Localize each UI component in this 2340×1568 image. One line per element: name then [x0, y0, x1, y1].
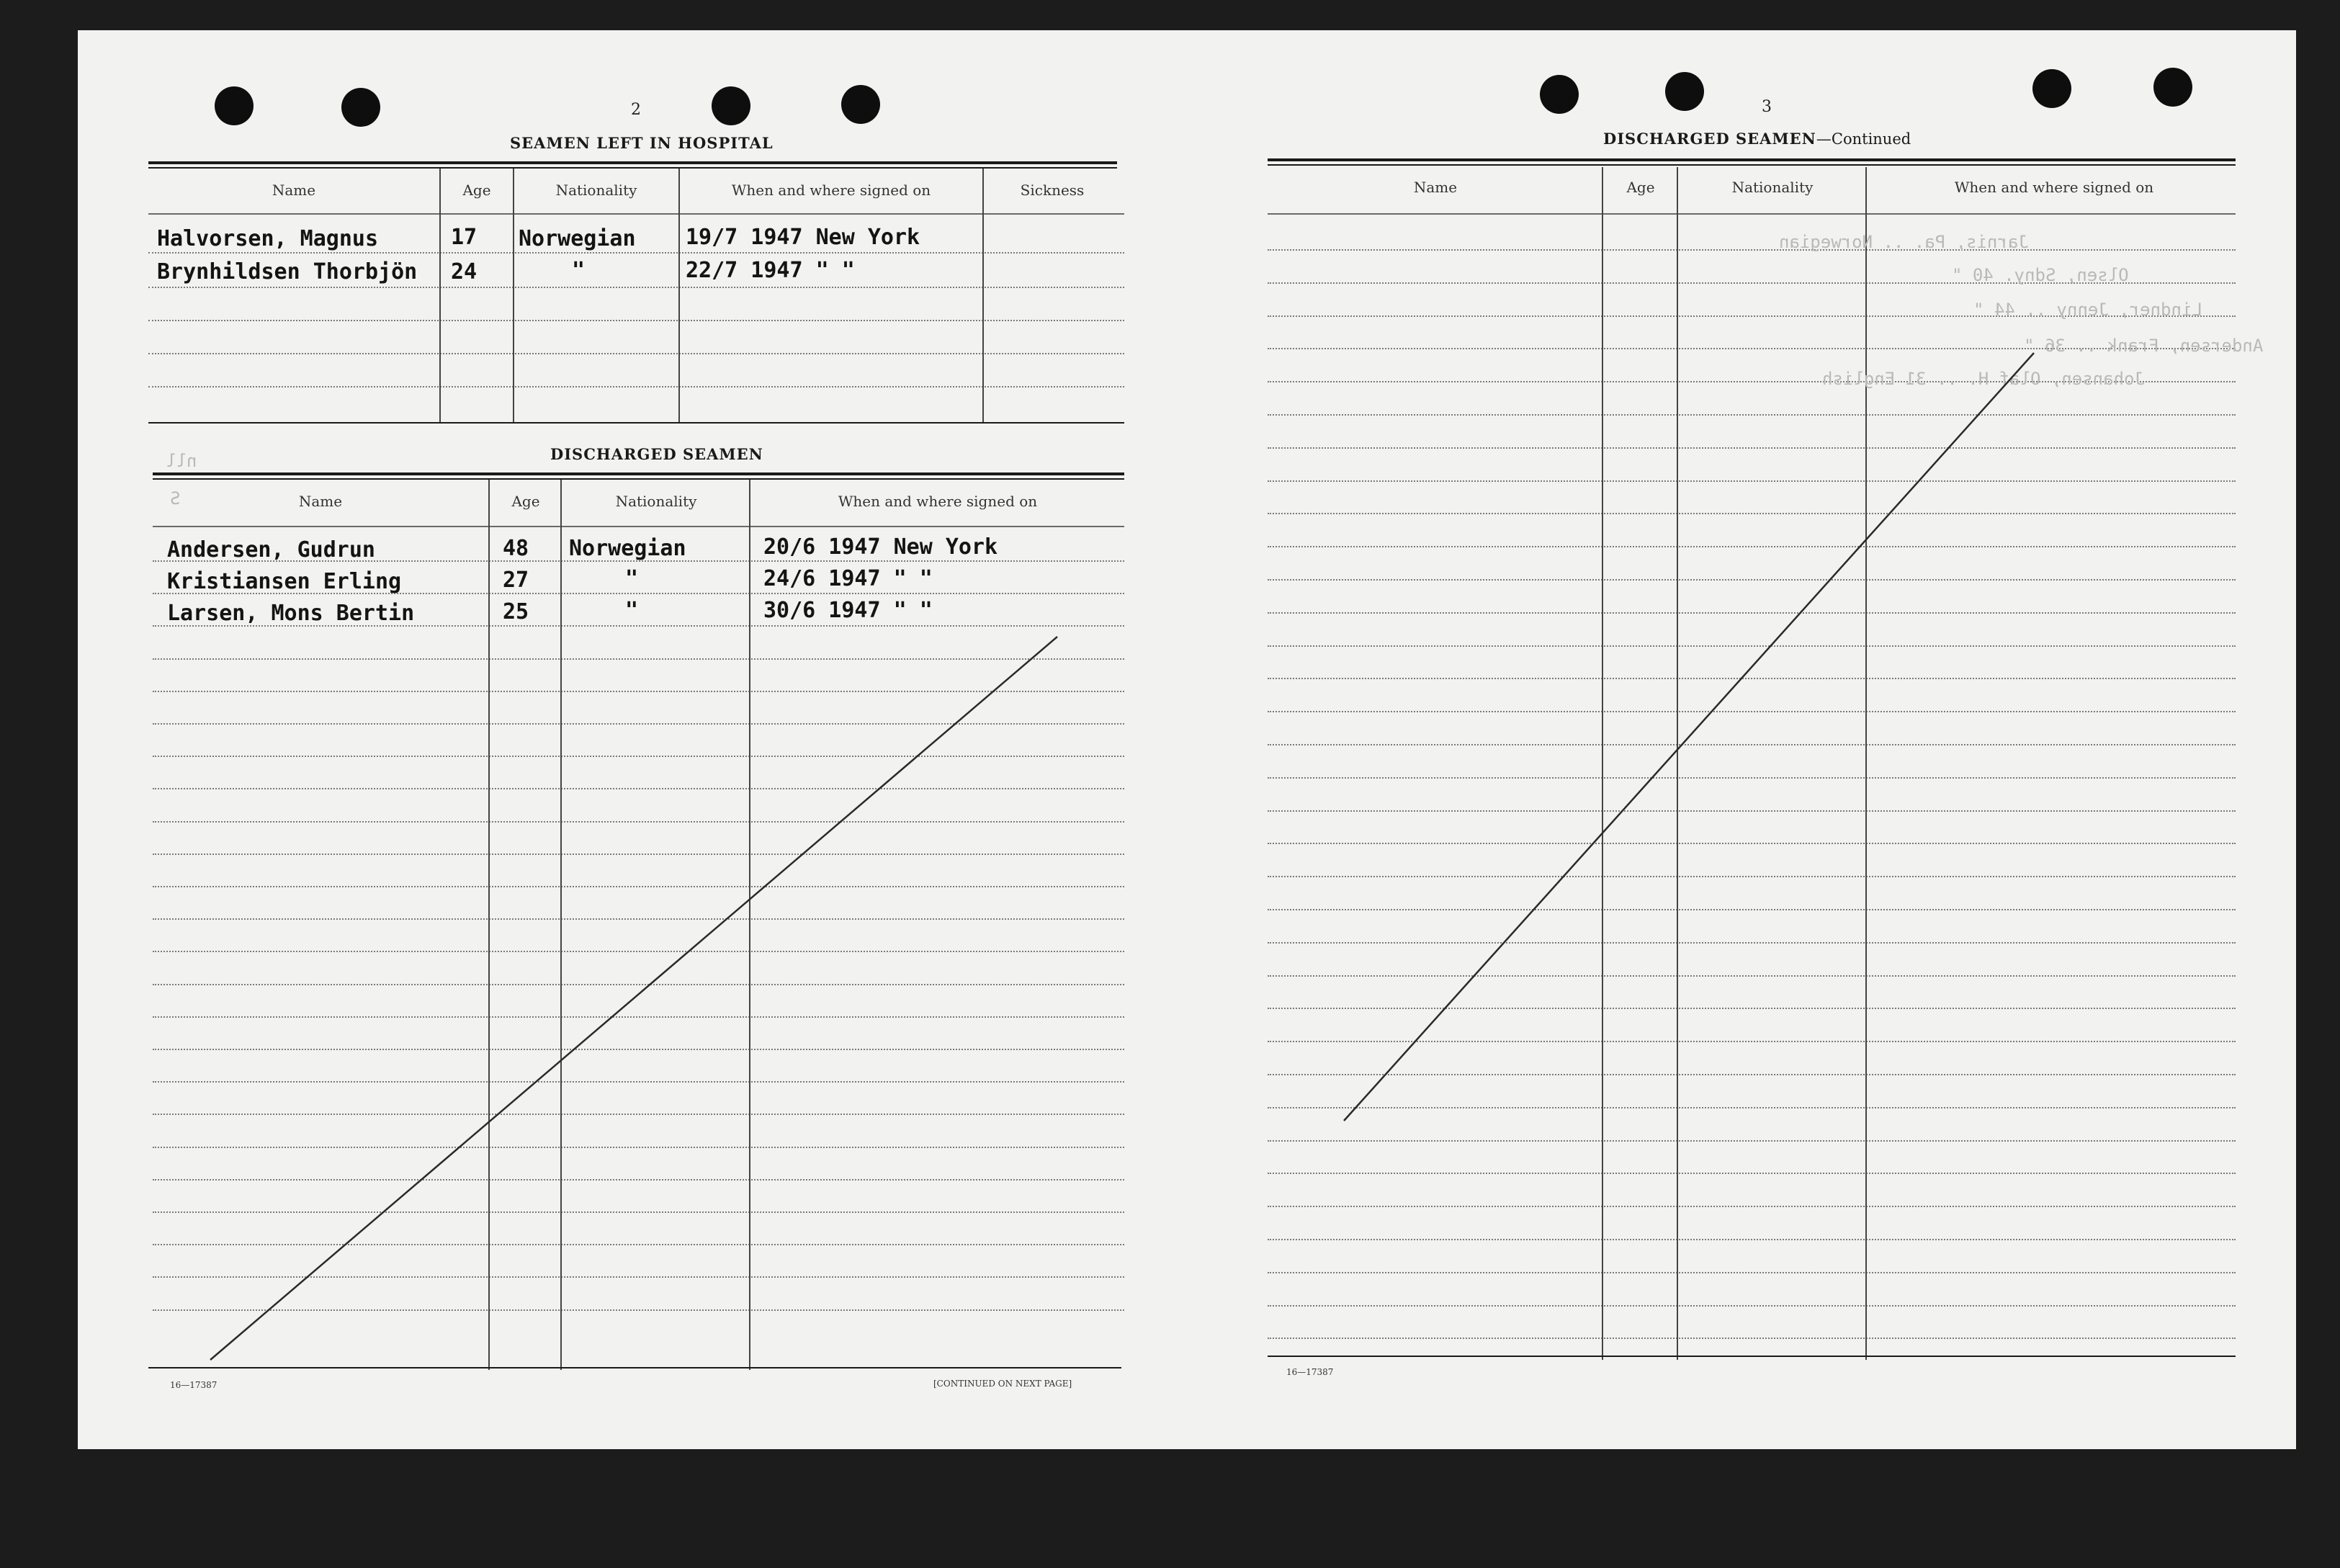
hospital-row-1-age: 17: [451, 225, 478, 250]
hospital-col-sickness: Sickness: [1020, 182, 1085, 199]
hospital-section-title: SEAMEN LEFT IN HOSPITAL: [510, 134, 774, 152]
bleed-through-text: nll: [166, 451, 197, 471]
discharged-col-name: Name: [298, 493, 343, 510]
right-col-nationality: Nationality: [1731, 179, 1814, 196]
discharged-row-3-name: Larsen, Mons Bertin: [167, 601, 415, 626]
bleed-through-text: Olsen, Sdny. 40 ": [1952, 265, 2129, 285]
discharged-row-3-nationality: ": [625, 598, 639, 623]
hospital-row-2-age: 24: [451, 259, 478, 285]
bleed-through-text: Andersen, Frank .. 36 ": [2024, 336, 2264, 356]
right-col-signed-on: When and where signed on: [1954, 179, 2154, 196]
hospital-row-1-name: Halvorsen, Magnus: [157, 226, 379, 251]
bleed-through-text: Lindner, Jenny .. 44 ": [1973, 300, 2202, 320]
hospital-col-signed-on: When and where signed on: [731, 182, 931, 199]
hospital-col-nationality: Nationality: [555, 182, 637, 199]
left-cancellation-line: [210, 637, 1057, 1360]
discharged-row-2-name: Kristiansen Erling: [167, 569, 402, 594]
discharged-row-1-age: 48: [503, 536, 529, 561]
right-col-name: Name: [1413, 179, 1458, 196]
discharged-section-title: DISCHARGED SEAMEN: [550, 445, 763, 463]
discharged-row-2-nationality: ": [625, 566, 639, 591]
hospital-row-1-signed-on: 19/7 1947 New York: [686, 225, 920, 250]
discharged-col-nationality: Nationality: [615, 493, 697, 510]
right-form-number: 16—17387: [1286, 1367, 1334, 1377]
hospital-row-2-nationality: ": [572, 258, 586, 283]
hospital-row-2-signed-on: 22/7 1947 " ": [686, 258, 855, 283]
discharged-row-1-nationality: Norwegian: [569, 536, 686, 561]
discharged-row-2-age: 27: [503, 568, 529, 593]
hospital-row-2-name: Brynhildsen Thorbjön: [157, 259, 418, 285]
right-col-age: Age: [1626, 179, 1655, 196]
discharged-col-signed-on: When and where signed on: [838, 493, 1038, 510]
discharged-row-3-signed-on: 30/6 1947 " ": [763, 598, 933, 623]
discharged-row-2-signed-on: 24/6 1947 " ": [763, 566, 933, 591]
right-title-suffix: —Continued: [1816, 130, 1911, 148]
right-title-main: DISCHARGED SEAMEN: [1603, 130, 1816, 148]
left-form-number: 16—17387: [170, 1380, 218, 1390]
bleed-through-text: Jarnis, Pa. .. Norwegian: [1779, 232, 2029, 252]
discharged-row-1-name: Andersen, Gudrun: [167, 537, 375, 563]
left-page-number: 2: [631, 101, 641, 119]
hospital-row-1-nationality: Norwegian: [519, 226, 636, 251]
discharged-row-1-signed-on: 20/6 1947 New York: [763, 534, 998, 560]
right-cancellation-line: [1344, 353, 2034, 1121]
discharged-col-age: Age: [511, 493, 540, 510]
right-page-number: 3: [1762, 98, 1772, 116]
hospital-col-name: Name: [272, 182, 316, 199]
hospital-col-age: Age: [462, 182, 491, 199]
bleed-through-text: S: [170, 488, 181, 509]
bleed-through-text: Johansen, Olaf H. .. 31 English: [1822, 369, 2145, 389]
discharged-row-3-age: 25: [503, 599, 529, 624]
continued-note: [CONTINUED ON NEXT PAGE]: [933, 1379, 1072, 1389]
